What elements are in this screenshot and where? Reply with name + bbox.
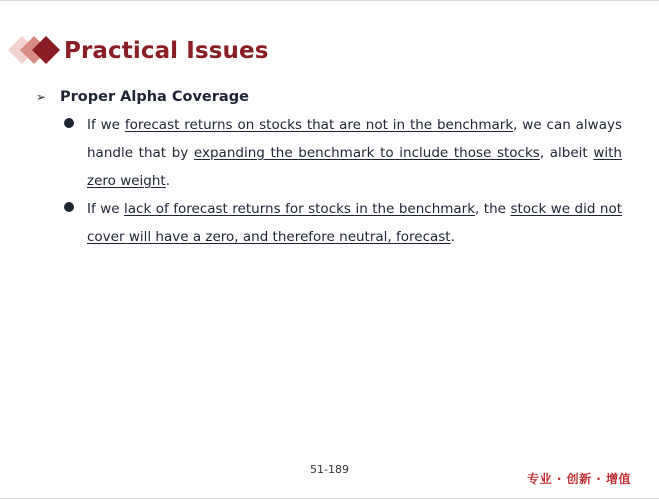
bullet-item (62, 111, 622, 195)
bullet-text: If we lack of forecast returns for stocks in the benchmark, the stock we did not cover will have a zero, and therefore neutral, forecast. (87, 201, 623, 245)
page-number: 51-189 (310, 463, 349, 476)
underlined-phrase: lack of forecast returns for stocks in the benchmark (124, 201, 476, 217)
arrow-bullet-icon: ➢ (36, 90, 47, 104)
underlined-phrase: stock we did not cover will have a zero, and therefore neutral, forecast (87, 201, 623, 245)
section-heading: Proper Alpha Coverage (60, 89, 249, 105)
bullet-item (62, 195, 622, 251)
underlined-phrase: expanding the benchmark to include those stocks (193, 145, 540, 161)
diamond-logo-icon (6, 34, 62, 66)
bullet-text: If we forecast returns on stocks that are not in the benchmark, we can always handle that by expanding the benchmark to include those stocks, albeit with zero weight. (87, 117, 622, 189)
underlined-phrase: forecast returns on stocks that are not in the benchmark (124, 117, 514, 133)
underlined-phrase: with zero weight (87, 145, 622, 189)
section-heading-row (36, 87, 249, 107)
bullet-dot-icon (64, 118, 74, 128)
slide-title: Practical Issues (64, 38, 269, 64)
footer-slogan: 专业 · 创新 · 增值 (527, 472, 631, 486)
bullet-dot-icon (64, 202, 74, 212)
